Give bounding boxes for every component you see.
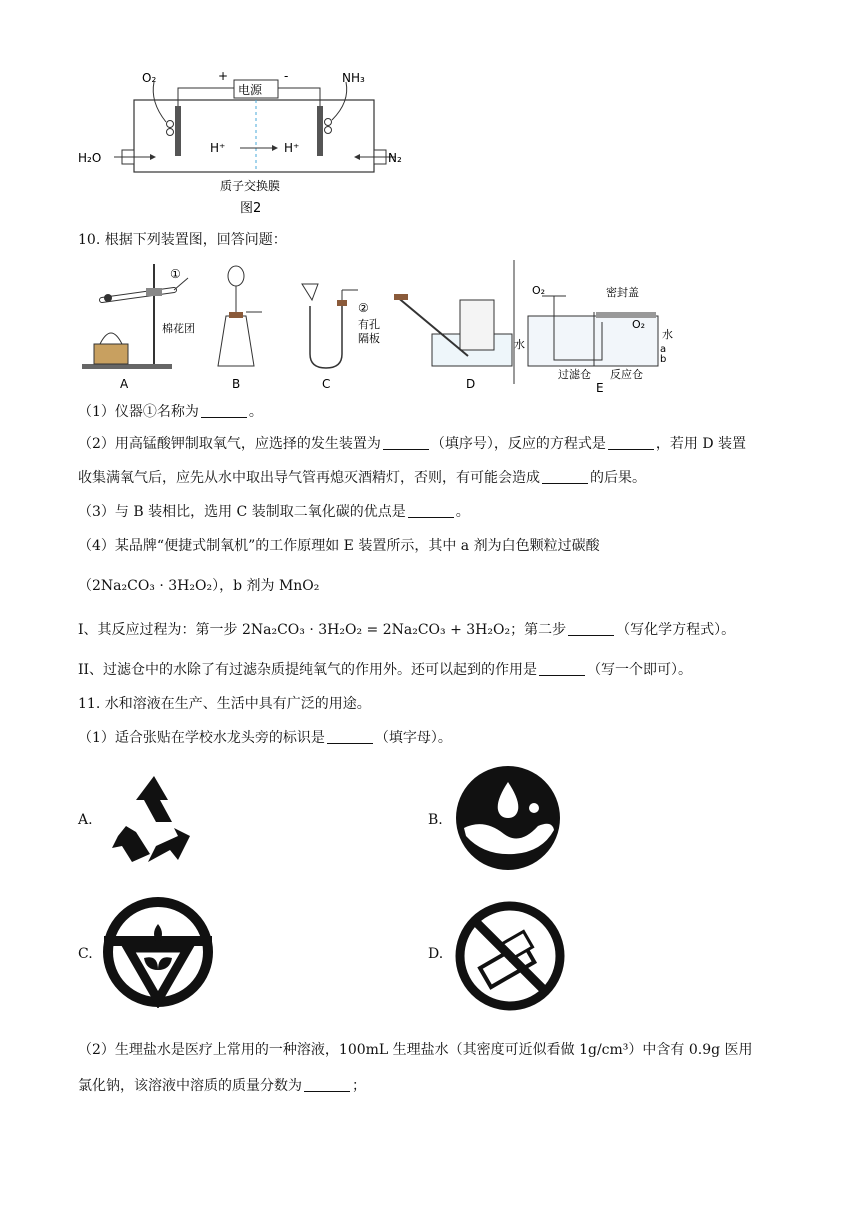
figure-2 (70, 62, 430, 222)
q11-part1-text-a: （1）适合张贴在学校水龙头旁的标识是 (78, 730, 325, 746)
q10-part2-text-b: （填序号），反应的方程式是 (430, 436, 606, 452)
answer-blank[interactable] (383, 435, 429, 450)
recycle-icon (104, 770, 204, 874)
answer-blank[interactable] (327, 729, 373, 744)
o2-label: O₂ (142, 71, 157, 85)
seal-lid-label: 密封盖 (606, 286, 639, 299)
n2-label: N₂ (388, 151, 402, 165)
electrolysis-diagram (70, 62, 430, 222)
e-o2-top-label: O₂ (532, 284, 546, 297)
q10-step-i-text-b: （写化学方程式）。 (616, 622, 736, 638)
q11-part1-text-b: （填字母）。 (374, 730, 452, 746)
minus-label: - (284, 69, 289, 83)
q11-part1 (78, 728, 452, 748)
water-right-label: 水 (662, 328, 673, 341)
porous-label-1: 有孔 (358, 318, 380, 331)
answer-blank[interactable] (304, 1077, 350, 1092)
q10-part2-cont (78, 468, 646, 488)
q10-part2-text-a: （2）用高锰酸钾制取氧气，应选择的发生装置为 (78, 436, 381, 452)
b-label: b (660, 354, 667, 365)
water-saving-icon (454, 764, 562, 876)
a-label: a (660, 344, 667, 355)
q11-part2: （2）生理盐水是医疗上常用的一种溶液，100mL 生理盐水（其密度可近似看做 1g/cm³）中含有 0.9g 医用 (78, 1042, 753, 1058)
q10-part3-text: （3）与 B 装相比，选用 C 装制取二氧化碳的优点是 (78, 504, 406, 520)
label-a: A (120, 377, 129, 391)
e-o2-inner-label: O₂ (632, 318, 646, 331)
figure-caption: 图2 (240, 201, 262, 216)
q10-part4-formula: （2Na₂CO₃ · 3H₂O₂），b 剂为 MnO₂ (78, 578, 320, 594)
q10-part1-text: （1）仪器①名称为 (78, 404, 199, 420)
apparatus-figure (76, 256, 696, 396)
power-label: 电源 (238, 83, 263, 97)
q10-step-i (78, 620, 735, 640)
answer-blank[interactable] (408, 503, 454, 518)
reaction-chamber-label: 反应仓 (610, 368, 643, 381)
q10-part2-text-d: 收集满氧气后，应先从水中取出导气管再熄灭酒精灯，否则，有可能会造成 (78, 470, 540, 486)
circle1-label: ① (170, 267, 181, 281)
option-d-label: D. (428, 946, 444, 962)
cotton-label: 棉花团 (162, 322, 195, 335)
q10-step-ii (78, 660, 692, 680)
answer-blank[interactable] (539, 661, 585, 676)
q11-part2-cont (78, 1076, 366, 1096)
filter-chamber-label: 过滤仓 (558, 368, 591, 381)
porous-label-2: 隔板 (358, 332, 380, 345)
apparatus-diagram (76, 256, 696, 396)
answer-blank[interactable] (201, 403, 247, 418)
q10-part2-text-e: 的后果。 (590, 470, 646, 486)
green-food-icon (102, 896, 214, 1012)
label-e: E (596, 381, 604, 395)
hplus-right-label: H⁺ (284, 141, 300, 155)
option-a-label: A. (78, 812, 93, 828)
circle2-label: ② (358, 301, 369, 315)
q10-part3 (78, 502, 470, 522)
label-b: B (232, 377, 241, 391)
label-d: D (466, 377, 476, 391)
q10-part2 (78, 434, 746, 454)
answer-blank[interactable] (568, 621, 614, 636)
q10-part1 (78, 402, 263, 422)
option-b-label: B. (428, 812, 443, 828)
q10-title: 10. 根据下列装置图，回答问题： (78, 232, 287, 248)
q10-part2-text-c: ，若用 D 装置 (655, 436, 747, 452)
label-c: C (322, 377, 331, 391)
no-smoking-icon (454, 900, 566, 1016)
option-c-label: C. (78, 946, 93, 962)
q11-part2-text-b: 氯化钠，该溶液中溶质的质量分数为 (78, 1078, 302, 1094)
q10-step-ii-text-b: （写一个即可）。 (587, 662, 693, 678)
q11-title: 11. 水和溶液在生产、生活中具有广泛的用途。 (78, 696, 371, 712)
nh3-label: NH₃ (342, 71, 365, 85)
h2o-label: H₂O (78, 151, 102, 165)
answer-blank[interactable] (542, 469, 588, 484)
plus-label: + (218, 69, 229, 83)
q10-part3-end: 。 (455, 504, 470, 520)
q11-part2-text-c: ； (352, 1078, 366, 1094)
q10-step-ii-text-a: II、过滤仓中的水除了有过滤杂质提纯氧气的作用外。还可以起到的作用是 (78, 662, 538, 678)
q10-part1-end: 。 (248, 404, 263, 420)
membrane-label: 质子交换膜 (220, 179, 281, 193)
q10-part4: （4）某品牌“便捷式制氧机”的工作原理如 E 装置所示，其中 a 剂为白色颗粒过碳酸 (78, 538, 600, 554)
hplus-left-label: H⁺ (210, 141, 226, 155)
q10-step-i-text-a: I、其反应过程为：第一步 2Na₂CO₃ · 3H₂O₂ = 2Na₂CO₃ + 3H₂O₂；第二步 (78, 622, 567, 638)
water-left-label: 水 (514, 338, 525, 351)
answer-blank[interactable] (608, 435, 654, 450)
